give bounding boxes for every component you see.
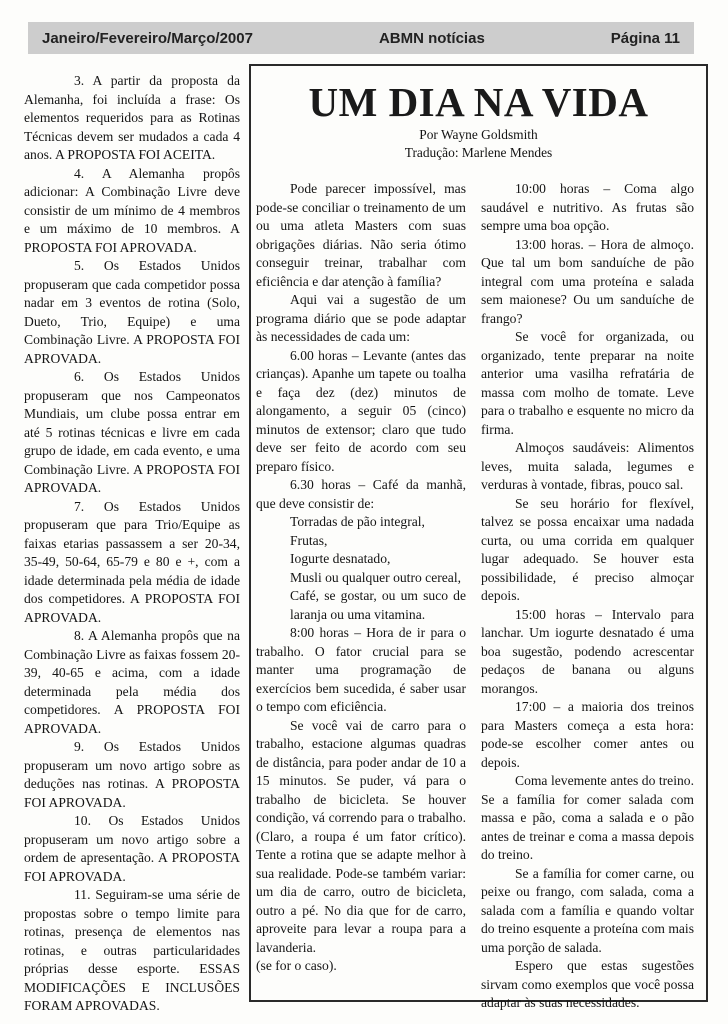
paragraph: Almoços saudáveis: Alimentos leves, muita salada, legumes e verduras à vontade, fibras, pouco sal. <box>481 440 694 492</box>
paragraph: Espero que estas sugestões sirvam como exemplos que você possa adaptar às suas necessidades. <box>481 958 694 1010</box>
left-column <box>24 72 240 1016</box>
breakfast-item: Musli ou qualquer outro cereal, <box>290 569 462 585</box>
article-translator: Tradução: Marlene Mendes <box>404 145 553 160</box>
paragraph: 6.30 horas – Café da manhã, que deve consistir de: <box>256 477 466 511</box>
proposal-item: 11. Seguiram-se uma série de propostas sobre o tempo limite para rotinas, presença de elementos nas rotinas, e outras particularidades próprias desse esporte. ESSAS MODIFICAÇÕES E INCLUSÕES FORAM APROVADAS. <box>24 887 240 1013</box>
paragraph: 15:00 horas – Intervalo para lanchar. Um iogurte desnatado é uma boa sugestão, podendo acrescentar pedaços de banana ou alguns morangos. <box>481 606 694 696</box>
paragraph: 6.00 horas – Levante (antes das crianças). Apanhe um tapete ou toalha e faça dez (dez) minutos de alongamento, a seguir 05 (cinco) minutos de extensor; claro que tudo deve ser feito de acordo com seu preparo físico. <box>256 347 466 474</box>
paragraph: Se seu horário for flexível, talvez se possa encaixar uma nadada curta, ou uma corrida em qualquer lugar adequado. Se houver esta possibilidade, é preciso almoçar depois. <box>481 495 694 603</box>
proposal-item: 8. A Alemanha propôs que na Combinação Livre as faixas fossem 20-39, 40-65 e acima, com a idade determinada pela média dos competidores. A PROPOSTA FOI APROVADA. <box>24 628 240 736</box>
paragraph: (se for o caso). <box>256 958 337 973</box>
paragraph: 13:00 horas. – Hora de almoço. Que tal um bom sanduíche de pão integral com uma proteína e salada sem maionese? Ou um sanduíche de frango? <box>481 236 694 326</box>
proposal-item: 10. Os Estados Unidos propuseram um novo artigo sobre a ordem de apresentação. A PROPOSTA FOI APROVADA. <box>24 813 240 884</box>
paragraph: 17:00 – a maioria dos treinos para Masters começa a esta hora: pode-se escolher comer antes ou depois. <box>481 699 694 770</box>
proposal-item: 3. A partir da proposta da Alemanha, foi incluída a frase: Os elementos requeridos para as Rotinas Técnicas devem ser mudados a cada 4 anos. A PROPOSTA FOI ACEITA. <box>24 73 240 162</box>
breakfast-item: Frutas, <box>290 532 328 548</box>
paragraph: Se você vai de carro para o trabalho, estacione algumas quadras de distância, para poder andar de 10 a 15 minutos. Se puder, vá para o trabalho de bicicleta. Se houver condição, vá correndo para o trabalho. (Claro, a roupa é um fator crítico). Tente a rotina que se adapte melhor à sua realidade. Pode-se também variar: um dia de carro, outro de bicicleta, outro a pé. No dia que for de carro, aproveite para levar a roupa para a lavanderia. <box>256 717 466 955</box>
breakfast-item: Torradas de pão integral, <box>290 514 425 529</box>
article-title: UM DIA NA VIDA <box>308 79 649 125</box>
proposal-item: 9. Os Estados Unidos propuseram um novo artigo sobre as deduções nas rotinas. A PROPOSTA FOI APROVADA. <box>24 739 240 810</box>
article-byline <box>251 126 706 162</box>
paragraph: 8:00 horas – Hora de ir para o trabalho. O fator crucial para se manter uma programação de exercícios bem sucedida, é saber usar o tempo com eficiência. <box>256 625 466 714</box>
proposal-item: 7. Os Estados Unidos propuseram que para Trio/Equipe as faixas etarias passassem a ser 20-34, 35-49, 50-64, 65-79 e 80 e +, com a idade determinada pela média de idade dos competidores. A PROPOSTA FOI APROVADA. <box>24 498 240 625</box>
paragraph: Se a família for comer carne, ou peixe ou frango, com salada, coma a salada com a família e quando voltar do treino esquente a proteína com mais uma porção de salada. <box>481 865 694 955</box>
article-box <box>249 64 708 1010</box>
publication-name: ABMN notícias <box>378 29 485 47</box>
article-right-column <box>481 180 694 1013</box>
page-number: Página 11 <box>610 29 680 47</box>
paragraph: Se você for organizada, ou organizado, tente preparar na noite anterior uma vasilha refratária de massa com molho de tomate. Leve para o trabalho e esquente no micro da firma. <box>481 329 694 437</box>
proposal-item: 4. A Alemanha propôs adicionar: A Combinação Livre deve consistir de um mínimo de 4 membros e um máximo de 10 membros. A PROPOSTA FOI APROVADA. <box>24 165 240 255</box>
paragraph: 10:00 horas – Coma algo saudável e nutritivo. As frutas são sempre uma boa opção. <box>481 181 694 233</box>
proposal-item: 6. Os Estados Unidos propuseram que nos Campeonatos Mundiais, um clube possa entrar em até 5 rotinas técnicas e livre em cada grupo de idade, em cada evento, e uma Combinação Livre. A PROPOSTA FOI APROVADA. <box>24 369 240 495</box>
article-middle-column <box>256 180 466 976</box>
issue-date: Janeiro/Fevereiro/Março/2007 <box>42 29 253 47</box>
paragraph: Pode parecer impossível, mas pode-se conciliar o treinamento de um ou uma atleta Masters com suas obrigações diárias. Não seria ótimo conseguir treinar, trabalhar com eficiência e dar atenção à família? <box>256 181 466 289</box>
breakfast-item: Iogurte desnatado, <box>290 551 391 566</box>
paragraph: Coma levemente antes do treino. Se a família for comer salada com massa e pão, coma a salada e o pão antes de treinar e coma a massa depois do treino. <box>481 773 694 862</box>
article-author: Por Wayne Goldsmith <box>419 127 538 142</box>
paragraph: Aqui vai a sugestão de um programa diário que se pode adaptar às necessidades de cada um: <box>256 292 466 344</box>
page-header <box>28 22 694 54</box>
proposal-item: 5. Os Estados Unidos propuseram que cada competidor possa nadar em 3 eventos de rotina (Solo, Dueto, Trio, Equipe) e uma Combinação Livre. A PROPOSTA FOI APROVADA. <box>24 258 240 366</box>
breakfast-item: Café, se gostar, ou um suco de laranja ou uma vitamina. <box>290 588 466 622</box>
